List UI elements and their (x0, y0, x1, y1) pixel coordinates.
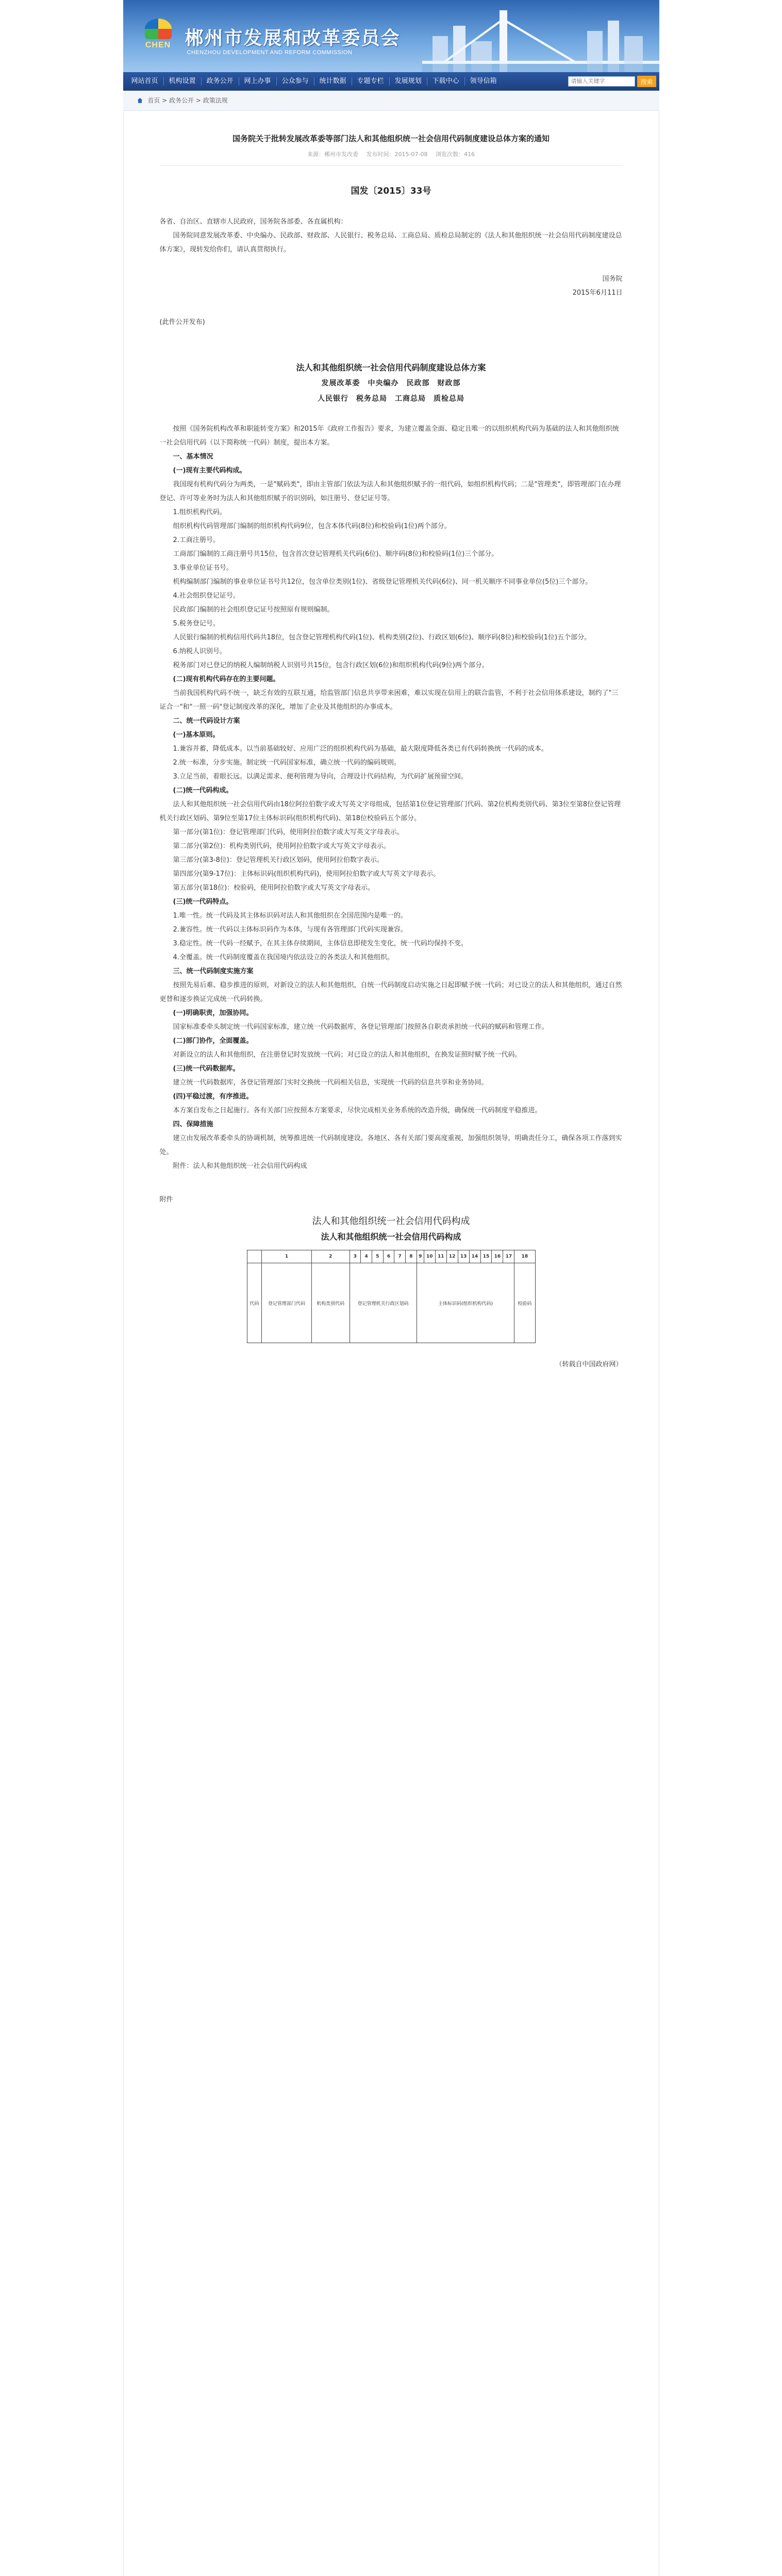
article-body (123, 111, 659, 2576)
issuers-line-1: 发展改革委 中央编办 民政部 财政部 (321, 379, 461, 387)
body-paragraph: 建立统一代码数据库，各登记管理部门实时交换统一代码相关信息，实现统一代码的信息共享和业务协同。 (173, 1079, 488, 1087)
body-paragraph: 工商部门编制的工商注册号共15位，包含首次登记管理机关代码(6位)、顺序码(8位)和校验码(1位)三个部分。 (173, 550, 498, 558)
signature: 国务院 (602, 275, 623, 283)
table-position-cell: 7 (394, 1250, 406, 1263)
breadcrumb (123, 91, 659, 111)
body-paragraph: 1.唯一性。统一代码及其主体标识码对法人和其他组织在全国范围内是唯一的。 (173, 912, 407, 920)
nav-item-structure[interactable]: 机构设置 (164, 77, 202, 86)
body-paragraph: 国家标准委牵头制定统一代码国家标准，建立统一代码数据库，各登记管理部门按照各自职责承担统一代码的赋码和管理工作。 (173, 1023, 548, 1031)
section-heading: 三、统一代码制度实施方案 (173, 968, 254, 975)
code-structure-table (247, 1250, 536, 1343)
table-position-cell: 18 (514, 1250, 535, 1263)
public-note: (此件公开发布) (159, 318, 205, 326)
table-corner (247, 1250, 262, 1263)
article-views: 浏览次数：416 (435, 151, 475, 158)
body-paragraph: 第二部分(第2位)：机构类别代码，使用阿拉伯数字或大写英文字母表示。 (173, 842, 390, 850)
article-title: 国务院关于批转发展改革委等部门法人和其他组织统一社会信用代码制度建设总体方案的通知 (232, 134, 550, 143)
nav-item-online-services[interactable]: 网上办事 (239, 77, 277, 86)
subsection-heading: (一)现有主要代码构成。 (173, 467, 246, 474)
table-position-cell: 1 (262, 1250, 311, 1263)
section-heading: 一、基本情况 (173, 453, 213, 461)
nav-item-participation[interactable]: 公众参与 (277, 77, 314, 86)
table-position-cell: 15 (480, 1250, 492, 1263)
city-skyline-illustration (422, 0, 659, 72)
table-part: 主体标识码(组织机构代码) (417, 1263, 514, 1343)
body-paragraph: 当前我国机构代码不统一，缺乏有效的互联互通，给监管部门信息共享带来困难，难以实现在信用上的联合监管，不利于社会信用体系建设，制约了"三证合一"和"一照一码"登记制度改革的深化，增加了企业及其他组织的办事成本。 (159, 689, 619, 711)
table-position-cell: 16 (492, 1250, 503, 1263)
annex-subtitle: 法人和其他组织统一社会信用代码构成 (321, 1232, 461, 1242)
body-paragraph: 4.社会组织登记证号。 (173, 592, 240, 600)
table-position-cell: 2 (311, 1250, 350, 1263)
subsection-heading: (二)部门协作，全面覆盖。 (173, 1037, 253, 1045)
subsection-heading: (三)统一代码数据库。 (173, 1065, 240, 1073)
site-title: 郴州市发展和改革委员会 (185, 28, 401, 49)
breadcrumb-home[interactable]: 首页 (147, 97, 160, 104)
table-row-label: 代码 (247, 1263, 262, 1343)
body-paragraph: 按照《国务院机构改革和职能转变方案》和2015年《政府工作报告》要求，为建立覆盖全面、稳定且唯一的以组织机构代码为基础的法人和其他组织统一社会信用代码（以下简称统一代码）制度，提出本方案。 (159, 425, 619, 447)
search-button[interactable]: 搜索 (637, 76, 656, 87)
logo-latin-text: CHEN (145, 41, 171, 49)
table-part: 登记管理部门代码 (262, 1263, 311, 1343)
table-position-cell: 8 (405, 1250, 417, 1263)
table-row-code (247, 1263, 535, 1343)
plan-paragraphs (160, 422, 623, 1173)
sign-date: 2015年6月11日 (572, 289, 623, 297)
breadcrumb-sep: > (162, 97, 168, 104)
body-paragraph: 1.兼容并蓄，降低成本。以当前基础较好、应用广泛的组织机构代码为基础，最大限度降低各类已有代码转换统一代码的成本。 (173, 745, 548, 753)
title-divider (160, 165, 623, 166)
site-logo[interactable] (138, 19, 179, 55)
subsection-heading: (四)平稳过渡，有序推进。 (173, 1093, 253, 1100)
search-input[interactable] (568, 76, 635, 87)
body-paragraph: 本方案自发布之日起施行。各有关部门应按照本方案要求，尽快完成相关业务系统的改造升级，确保统一代码制度平稳推进。 (173, 1107, 542, 1114)
body-paragraph: 组织机构代码管理部门编制的组织机构代码9位，包含本体代码(8位)和校验码(1位)两个部分。 (173, 522, 451, 530)
article-source: 来源：郴州市发改委 (307, 151, 359, 158)
table-position-cell: 6 (383, 1250, 394, 1263)
table-position-cell: 12 (446, 1250, 458, 1263)
subsection-heading: (三)统一代码特点。 (173, 898, 233, 906)
body-paragraph: 4.全覆盖。统一代码制度覆盖在我国境内依法设立的各类法人和其他组织。 (173, 954, 394, 961)
salutation: 各省、自治区、直辖市人民政府，国务院各部委、各直属机构： (159, 218, 347, 226)
body-paragraph: 民政部门编制的社会组织登记证号按照原有规则编制。 (173, 606, 334, 614)
issuers-line-2: 人民银行 税务总局 工商总局 质检总局 (318, 395, 464, 403)
body-paragraph: 我国现有机构代码分为两类，一是"赋码类"，即由主管部门依法为法人和其他组织赋予的一组代码，如组织机构代码；二是"管理类"，即管理部门在办理登记、许可等业务时为法人和其他组织赋予的识别码，如注册号、登记证号等。 (159, 481, 621, 502)
table-position-cell: 13 (458, 1250, 469, 1263)
nav-item-mailbox[interactable]: 领导信箱 (470, 77, 497, 85)
subsection-heading: (二)统一代码构成。 (173, 787, 233, 794)
table-position-cell: 9 (417, 1250, 424, 1263)
logo-icon (145, 19, 172, 39)
body-paragraph: 3.立足当前，着眼长远。以满足需求、便利管理为导向，合理设计代码结构，为代码扩展预留空间。 (173, 773, 468, 781)
home-icon (138, 98, 143, 103)
breadcrumb-public-affairs[interactable]: 政务公开 (169, 97, 194, 104)
nav-item-statistics[interactable]: 统计数据 (314, 77, 352, 86)
body-paragraph: 机构编制部门编制的事业单位证书号共12位，包含单位类别(1位)、省级登记管理机关代码(6位)、同一机关顺序不同事业单位(5位)三个部分。 (173, 578, 592, 586)
main-nav (123, 72, 659, 91)
body-paragraph: 3.稳定性。统一代码一经赋予，在其主体存续期间，主体信息即使发生变化，统一代码均保持不变。 (173, 940, 468, 947)
table-position-cell: 3 (350, 1250, 361, 1263)
breadcrumb-policies[interactable]: 政策法规 (203, 97, 228, 104)
nav-item-downloads[interactable]: 下载中心 (427, 77, 465, 86)
body-paragraph: 按照先易后难、稳步推进的原则，对新设立的法人和其他组织，自统一代码制度启动实施之日起即赋予统一代码；对已设立的法人和其他组织，通过自然更替和逐步换证完成统一代码转换。 (159, 981, 622, 1003)
nav-item-topics[interactable]: 专题专栏 (352, 77, 390, 86)
breadcrumb-sep: > (195, 97, 201, 104)
body-paragraph: 2.兼容性。统一代码以主体标识码作为本体，与现有各管理部门代码实现兼容。 (173, 926, 407, 934)
body-paragraph: 对新设立的法人和其他组织，在注册登记时发放统一代码；对已设立的法人和其他组织，在换发证照时赋予统一代码。 (173, 1051, 522, 1059)
body-paragraph: 税务部门对已登记的纳税人编制纳税人识别号共15位，包含行政区划(6位)和组织机构代码(9位)两个部分。 (173, 662, 489, 669)
table-row-positions (247, 1250, 535, 1263)
article-date: 发布时间：2015-07-08 (366, 151, 428, 158)
body-paragraph: 5.税务登记号。 (173, 620, 220, 628)
annex-label: 附件 (159, 1196, 173, 1204)
table-part: 登记管理机关行政区划码 (350, 1263, 417, 1343)
section-heading: 四、保障措施 (173, 1121, 213, 1128)
body-paragraph: 3.事业单位证书号。 (173, 564, 233, 572)
body-paragraph: 建立由发展改革委牵头的协调机制，统筹推进统一代码制度建设。各地区、各有关部门要高度重视，加强组织领导，明确责任分工，确保各项工作落到实处。 (159, 1134, 622, 1156)
site-subtitle: CHENZHOU DEVELOPMENT AND REFORM COMMISSION (187, 49, 353, 56)
table-part: 机构类别代码 (311, 1263, 350, 1343)
body-paragraph: 6.纳税人识别号。 (173, 648, 226, 655)
body-paragraph: 附件：法人和其他组织统一社会信用代码构成 (173, 1162, 307, 1170)
subsection-heading: (一)明确职责，加强协同。 (173, 1009, 253, 1017)
table-part: 校验码 (514, 1263, 535, 1343)
table-position-cell: 17 (503, 1250, 514, 1263)
table-position-cell: 14 (469, 1250, 480, 1263)
body-paragraph: 第一部分(第1位)：登记管理部门代码，使用阿拉伯数字或大写英文字母表示。 (173, 828, 404, 836)
body-paragraph: 第三部分(第3-8位)：登记管理机关行政区划码，使用阿拉伯数字表示。 (173, 856, 384, 864)
document-number: 国发〔2015〕33号 (351, 186, 431, 196)
table-position-cell: 4 (361, 1250, 372, 1263)
site-header (123, 0, 659, 72)
plan-title: 法人和其他组织统一社会信用代码制度建设总体方案 (296, 363, 486, 372)
annex-title: 法人和其他组织统一社会信用代码构成 (312, 1216, 470, 1227)
body-paragraph: 2.工商注册号。 (173, 536, 220, 544)
intro-paragraph: 国务院同意发展改革委、中央编办、民政部、财政部、人民银行、税务总局、工商总局、质检总局制定的《法人和其他组织统一社会信用代码制度建设总体方案》，现转发给你们，请认真贯彻执行。 (159, 232, 622, 253)
article-meta (160, 150, 623, 158)
body-paragraph: 1.组织机构代码。 (173, 509, 226, 516)
source-note: （转载自中国政府网） (555, 1361, 623, 1368)
body-paragraph: 2.统一标准，分步实施。制定统一代码国家标准，确立统一代码的编码规则。 (173, 759, 401, 767)
table-position-cell: 11 (435, 1250, 446, 1263)
section-heading: 二、统一代码设计方案 (173, 717, 240, 725)
nav-item-public-affairs[interactable]: 政务公开 (202, 77, 239, 86)
body-paragraph: 第四部分(第9-17位)：主体标识码(组织机构代码)，使用阿拉伯数字或大写英文字母表示。 (173, 870, 440, 878)
table-position-cell: 10 (424, 1250, 435, 1263)
table-position-cell: 5 (372, 1250, 383, 1263)
body-paragraph: 人民银行编制的机构信用代码共18位，包含登记管理机构代码(1位)、机构类别(2位)、行政区划(6位)、顺序码(8位)和校验码(1位)五个部分。 (173, 634, 591, 641)
subsection-heading: (一)基本原则。 (173, 731, 220, 739)
nav-item-planning[interactable]: 发展规划 (390, 77, 427, 86)
nav-item-home[interactable]: 网站首页 (126, 77, 164, 86)
nav-search (568, 76, 656, 87)
body-paragraph: 第五部分(第18位)：校验码，使用阿拉伯数字或大写英文字母表示。 (173, 884, 375, 892)
body-paragraph: 法人和其他组织统一社会信用代码由18位阿拉伯数字或大写英文字母组成，包括第1位登记管理部门代码、第2位机构类别代码、第3位至第8位登记管理机关行政区划码、第9位至第17位主体标识码(组织机构代码)、第18位校验码五个部分。 (159, 801, 621, 822)
subsection-heading: (二)现有机构代码存在的主要问题。 (173, 675, 280, 683)
